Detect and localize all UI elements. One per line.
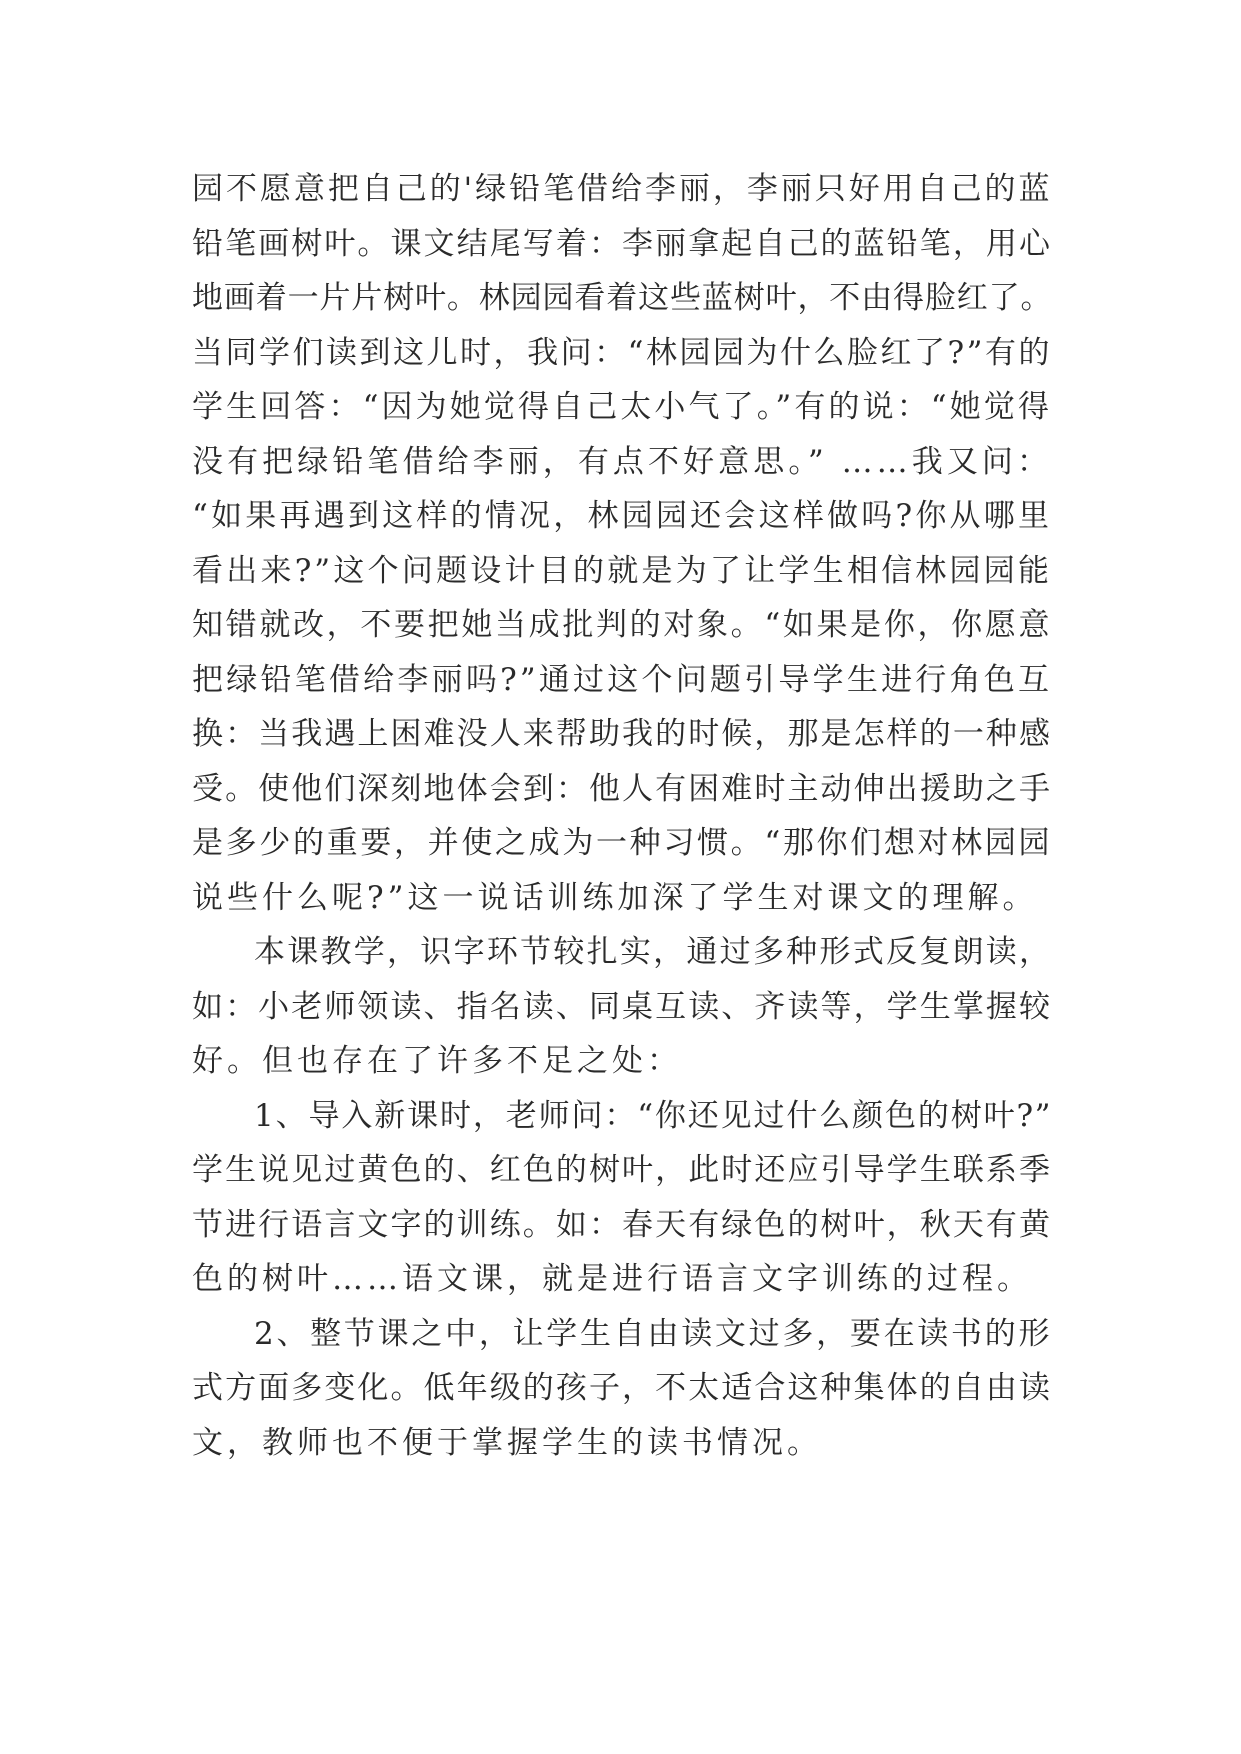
text-line: 学生回答：“因为她觉得自己太小气了。”有的说：“她觉得 [192, 389, 1052, 425]
text-line: 色的树叶……语文课，就是进行语言文字训练的过程。 [192, 1261, 1032, 1297]
text-line: 文，教师也不便于掌握学生的读书情况。 [192, 1424, 822, 1461]
paragraph-1 [192, 162, 1052, 925]
text-line: 把绿铅笔借给李丽吗?”通过这个问题引导学生进行角色互 [192, 661, 1052, 698]
text-line: 好。但也存在了许多不足之处： [192, 1043, 682, 1079]
document-body [192, 162, 1052, 1470]
text-line: 2、整节课之中，让学生自由读文过多，要在读书的形 [254, 1315, 1052, 1352]
text-line: 地画着一片片树叶。林园园看着这些蓝树叶，不由得脸红了。 [192, 280, 1052, 316]
text-line: 本课教学，识字环节较扎实，通过多种形式反复朗读， [254, 934, 1052, 970]
text-line: 说些什么呢?”这一说话训练加深了学生对课文的理解。 [192, 879, 1038, 916]
text-line: 式方面多变化。低年级的孩子，不太适合这种集体的自由读 [192, 1370, 1052, 1406]
paragraph-2 [192, 925, 1052, 1089]
text-line: 知错就改，不要把她当成批判的对象。“如果是你，你愿意 [192, 607, 1052, 643]
text-line: 1、导入新课时，老师问：“你还见过什么颜色的树叶?” [254, 1097, 1052, 1134]
text-line: 当同学们读到这儿时，我问：“林园园为什么脸红了?”有的 [192, 334, 1052, 371]
text-line: “如果再遇到这样的情况，林园园还会这样做吗?你从哪里 [192, 498, 1052, 534]
text-line: 学生说见过黄色的、红色的树叶，此时还应引导学生联系季 [192, 1152, 1052, 1188]
text-line: 没有把绿铅笔借给李丽，有点不好意思。” ……我又问： [192, 443, 1052, 480]
text-line: 园不愿意把自己的'绿铅笔借给李丽，李丽只好用自己的蓝 [192, 171, 1052, 207]
text-line: 是多少的重要，并使之成为一种习惯。“那你们想对林园园 [192, 825, 1052, 861]
text-line: 节进行语言文字的训练。如：春天有绿色的树叶，秋天有黄 [192, 1206, 1052, 1243]
text-line: 看出来?”这个问题设计目的就是为了让学生相信林园园能 [192, 552, 1052, 589]
paragraph-4 [192, 1307, 1052, 1471]
text-line: 受。使他们深刻地体会到：他人有困难时主动伸出援助之手 [192, 770, 1052, 807]
text-line: 换：当我遇上困难没人来帮助我的时候，那是怎样的一种感 [192, 716, 1052, 752]
text-line: 如：小老师领读、指名读、同桌互读、齐读等，学生掌握较 [192, 988, 1052, 1025]
paragraph-3 [192, 1089, 1052, 1307]
text-line: 铅笔画树叶。课文结尾写着：李丽拿起自己的蓝铅笔，用心 [192, 225, 1052, 262]
